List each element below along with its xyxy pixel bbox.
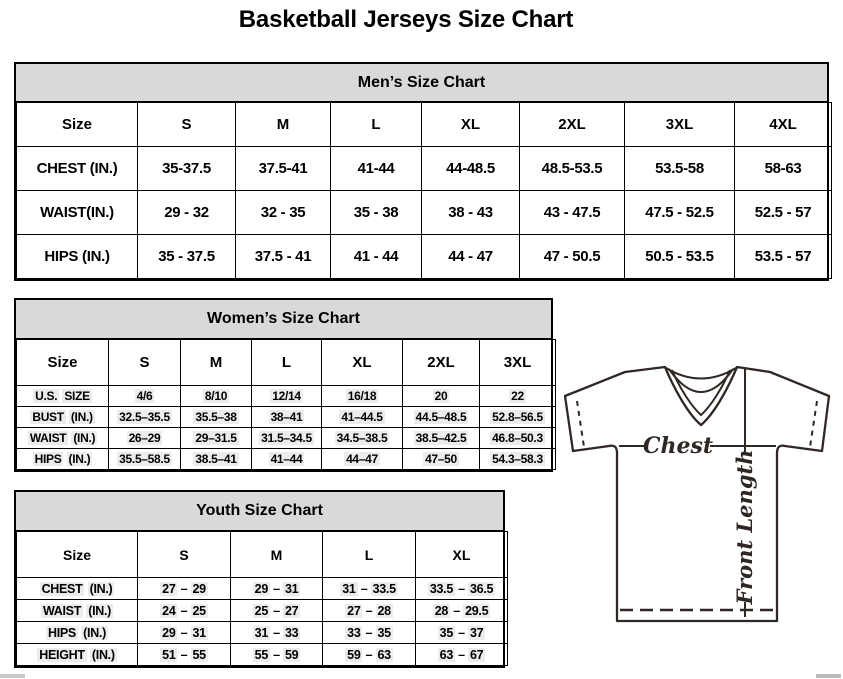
column-header: S <box>109 340 181 386</box>
youth-size-chart <box>14 490 505 668</box>
front-length-label: Front Length <box>732 449 757 605</box>
row-label: HEIGHT (IN.) <box>17 644 138 666</box>
collar-back-lower-arc <box>669 369 733 392</box>
size-value: 32 - 35 <box>236 191 331 235</box>
size-value: 25 – 27 <box>231 600 323 622</box>
row-label: U.S. SIZE <box>17 386 109 407</box>
size-value: 54.3–58.3 <box>480 449 556 470</box>
table-row <box>17 622 508 644</box>
size-value: 63 – 67 <box>416 644 508 666</box>
size-value: 47–50 <box>403 449 480 470</box>
mens-size-chart <box>14 62 829 281</box>
table-row <box>17 191 832 235</box>
table-row <box>17 644 508 666</box>
womens-size-table <box>16 339 556 470</box>
header-row <box>17 340 556 386</box>
size-value: 47 - 50.5 <box>520 235 625 279</box>
row-label: WAIST (IN.) <box>17 600 138 622</box>
size-value: 47.5 - 52.5 <box>625 191 735 235</box>
size-value: 41–44 <box>252 449 322 470</box>
table-row <box>17 600 508 622</box>
header-row <box>17 103 832 147</box>
table-row <box>17 407 556 428</box>
womens-chart-title: Women’s Size Chart <box>16 300 551 339</box>
left-sleeve-stitch-dashed-line <box>577 401 584 447</box>
size-value: 44-48.5 <box>422 147 520 191</box>
column-header: 3XL <box>625 103 735 147</box>
size-value: 52.5 - 57 <box>735 191 832 235</box>
column-header: XL <box>322 340 403 386</box>
jersey-measurement-diagram <box>563 359 835 624</box>
size-value: 41–44.5 <box>322 407 403 428</box>
row-label: WAIST(IN.) <box>17 191 138 235</box>
size-value: 29 – 31 <box>231 578 323 600</box>
column-header: 4XL <box>735 103 832 147</box>
size-value: 55 – 59 <box>231 644 323 666</box>
right-sleeve-stitch-dashed-line <box>810 401 817 447</box>
collar-back-upper-arc <box>666 368 736 379</box>
column-header: Size <box>17 340 109 386</box>
size-value: 38 - 43 <box>422 191 520 235</box>
size-value: 35.5–38 <box>181 407 252 428</box>
scrollbar-fragment-left[interactable] <box>0 674 25 678</box>
size-value: 41-44 <box>331 147 422 191</box>
size-value: 31.5–34.5 <box>252 428 322 449</box>
size-value: 31 – 33.5 <box>323 578 416 600</box>
size-value: 12/14 <box>252 386 322 407</box>
size-value: 27 – 29 <box>138 578 231 600</box>
mens-chart-title: Men’s Size Chart <box>16 64 827 102</box>
size-value: 53.5-58 <box>625 147 735 191</box>
size-value: 20 <box>403 386 480 407</box>
size-value: 44–47 <box>322 449 403 470</box>
size-value: 26–29 <box>109 428 181 449</box>
size-value: 46.8–50.3 <box>480 428 556 449</box>
column-header: S <box>138 532 231 578</box>
youth-chart-title: Youth Size Chart <box>16 492 503 531</box>
table-row <box>17 449 556 470</box>
row-label: WAIST (IN.) <box>17 428 109 449</box>
size-value: 38.5–41 <box>181 449 252 470</box>
size-value: 29 - 32 <box>138 191 236 235</box>
column-header: 2XL <box>520 103 625 147</box>
size-value: 35 - 37.5 <box>138 235 236 279</box>
size-value: 33 – 35 <box>323 622 416 644</box>
size-value: 35 – 37 <box>416 622 508 644</box>
table-row <box>17 147 832 191</box>
size-value: 27 – 28 <box>323 600 416 622</box>
size-value: 35 - 38 <box>331 191 422 235</box>
column-header: L <box>252 340 322 386</box>
table-row <box>17 386 556 407</box>
chest-label: Chest <box>642 433 714 459</box>
youth-size-table <box>16 531 508 666</box>
size-value: 16/18 <box>322 386 403 407</box>
size-value: 29–31.5 <box>181 428 252 449</box>
size-value: 22 <box>480 386 556 407</box>
size-value: 58-63 <box>735 147 832 191</box>
column-header: S <box>138 103 236 147</box>
size-value: 37.5 - 41 <box>236 235 331 279</box>
column-header: XL <box>416 532 508 578</box>
row-label: BUST (IN.) <box>17 407 109 428</box>
column-header: M <box>231 532 323 578</box>
size-value: 35.5–58.5 <box>109 449 181 470</box>
page-title: Basketball Jerseys Size Chart <box>238 6 574 33</box>
row-label: CHEST (IN.) <box>17 147 138 191</box>
jersey-outline <box>565 367 829 621</box>
row-label: HIPS (IN.) <box>17 449 109 470</box>
table-row <box>17 235 832 279</box>
size-value: 33.5 – 36.5 <box>416 578 508 600</box>
column-header: Size <box>17 532 138 578</box>
column-header: L <box>331 103 422 147</box>
table-row <box>17 578 508 600</box>
column-header: Size <box>17 103 138 147</box>
column-header: M <box>236 103 331 147</box>
size-value: 59 – 63 <box>323 644 416 666</box>
size-value: 43 - 47.5 <box>520 191 625 235</box>
size-value: 28 – 29.5 <box>416 600 508 622</box>
column-header: XL <box>422 103 520 147</box>
header-row <box>17 532 508 578</box>
size-value: 38–41 <box>252 407 322 428</box>
column-header: M <box>181 340 252 386</box>
row-label: CHEST (IN.) <box>17 578 138 600</box>
size-value: 35-37.5 <box>138 147 236 191</box>
column-header: L <box>323 532 416 578</box>
column-header: 2XL <box>403 340 480 386</box>
size-value: 38.5–42.5 <box>403 428 480 449</box>
scrollbar-fragment-right[interactable] <box>816 674 841 678</box>
size-value: 53.5 - 57 <box>735 235 832 279</box>
size-value: 52.8–56.5 <box>480 407 556 428</box>
size-value: 50.5 - 53.5 <box>625 235 735 279</box>
size-value: 4/6 <box>109 386 181 407</box>
size-value: 8/10 <box>181 386 252 407</box>
size-value: 44.5–48.5 <box>403 407 480 428</box>
size-value: 44 - 47 <box>422 235 520 279</box>
womens-size-chart <box>14 298 553 472</box>
size-value: 48.5-53.5 <box>520 147 625 191</box>
table-row <box>17 428 556 449</box>
size-value: 34.5–38.5 <box>322 428 403 449</box>
size-value: 41 - 44 <box>331 235 422 279</box>
size-value: 31 – 33 <box>231 622 323 644</box>
size-value: 51 – 55 <box>138 644 231 666</box>
row-label: HIPS (IN.) <box>17 235 138 279</box>
size-value: 24 – 25 <box>138 600 231 622</box>
mens-size-table <box>16 102 832 279</box>
size-value: 32.5–35.5 <box>109 407 181 428</box>
size-value: 37.5-41 <box>236 147 331 191</box>
row-label: HIPS (IN.) <box>17 622 138 644</box>
size-value: 29 – 31 <box>138 622 231 644</box>
column-header: 3XL <box>480 340 556 386</box>
